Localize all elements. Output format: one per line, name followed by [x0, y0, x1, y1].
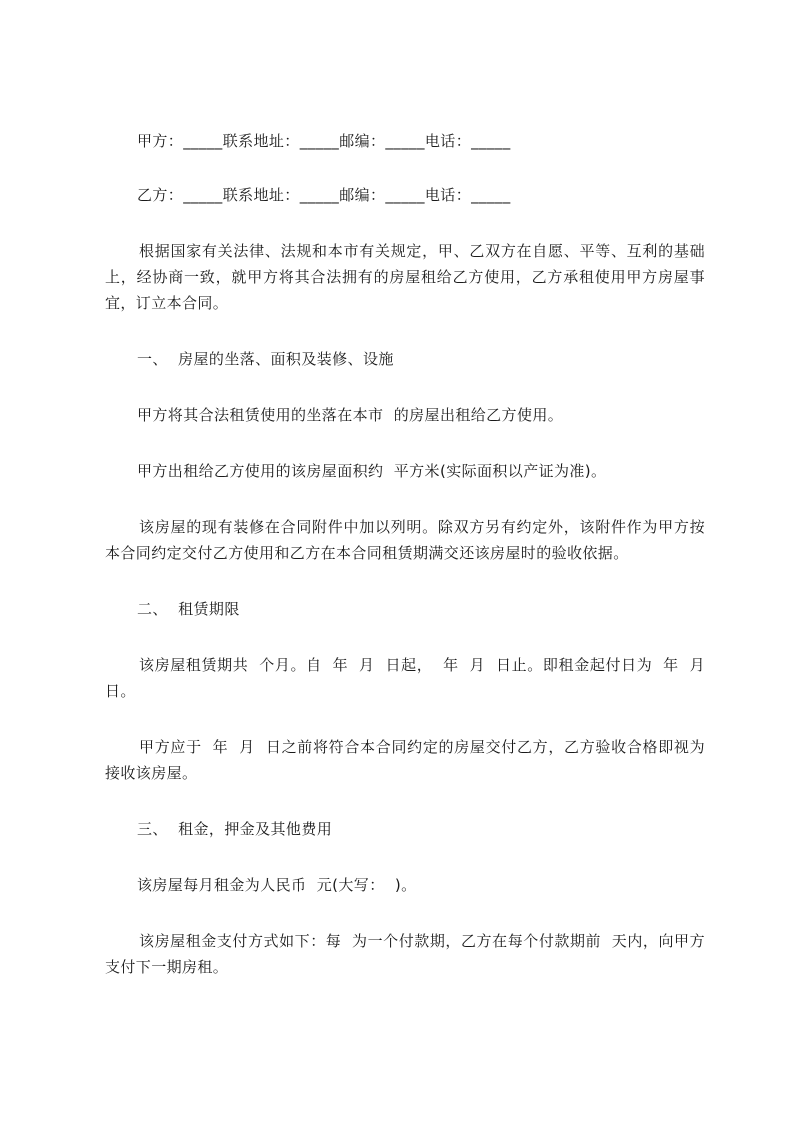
section-2-paragraph-2: 甲方应于 年 月 日之前将符合本合同约定的房屋交付乙方，乙方验收合格即视为接收该房屋。: [105, 738, 705, 782]
section-1-paragraph-3: 该房屋的现有装修在合同附件中加以列明。除双方另有约定外，该附件作为甲方按本合同约定交付乙方使用和乙方在本合同租赁期满交还该房屋时的验收依据。: [105, 518, 705, 562]
party-a-line: 甲方：_____联系地址：_____邮编：_____电话：_____: [137, 132, 511, 150]
section-3-heading: 三、 租金，押金及其他费用: [137, 820, 333, 838]
party-b-line: 乙方：_____联系地址：_____邮编：_____电话：_____: [137, 186, 511, 204]
section-2-heading: 二、 租赁期限: [137, 600, 240, 618]
section-2-paragraph-1: 该房屋租赁期共 个月。自 年 月 日起， 年 月 日止。即租金起付日为 年 月 日。: [105, 656, 716, 700]
section-3-paragraph-2: 该房屋租金支付方式如下：每 为一个付款期，乙方在每个付款期前 天内，向甲方支付下一期房租。: [105, 932, 705, 976]
section-3-paragraph-1: 该房屋每月租金为人民币 元(大写： )。: [137, 876, 417, 894]
section-1-heading: 一、 房屋的坐落、面积及装修、设施: [137, 350, 394, 368]
preamble-paragraph: 根据国家有关法律、法规和本市有关规定，甲、乙双方在自愿、平等、互利的基础上，经协商一致，就甲方将其合法拥有的房屋租给乙方使用，乙方承租使用甲方房屋事宜，订立本合同。: [105, 242, 705, 312]
section-1-paragraph-2: 甲方出租给乙方使用的该房屋面积约 平方米(实际面积以产证为准)。: [137, 462, 607, 480]
contract-page: [105, 128, 716, 980]
section-1-paragraph-1: 甲方将其合法租赁使用的坐落在本市 的房屋出租给乙方使用。: [137, 406, 564, 424]
